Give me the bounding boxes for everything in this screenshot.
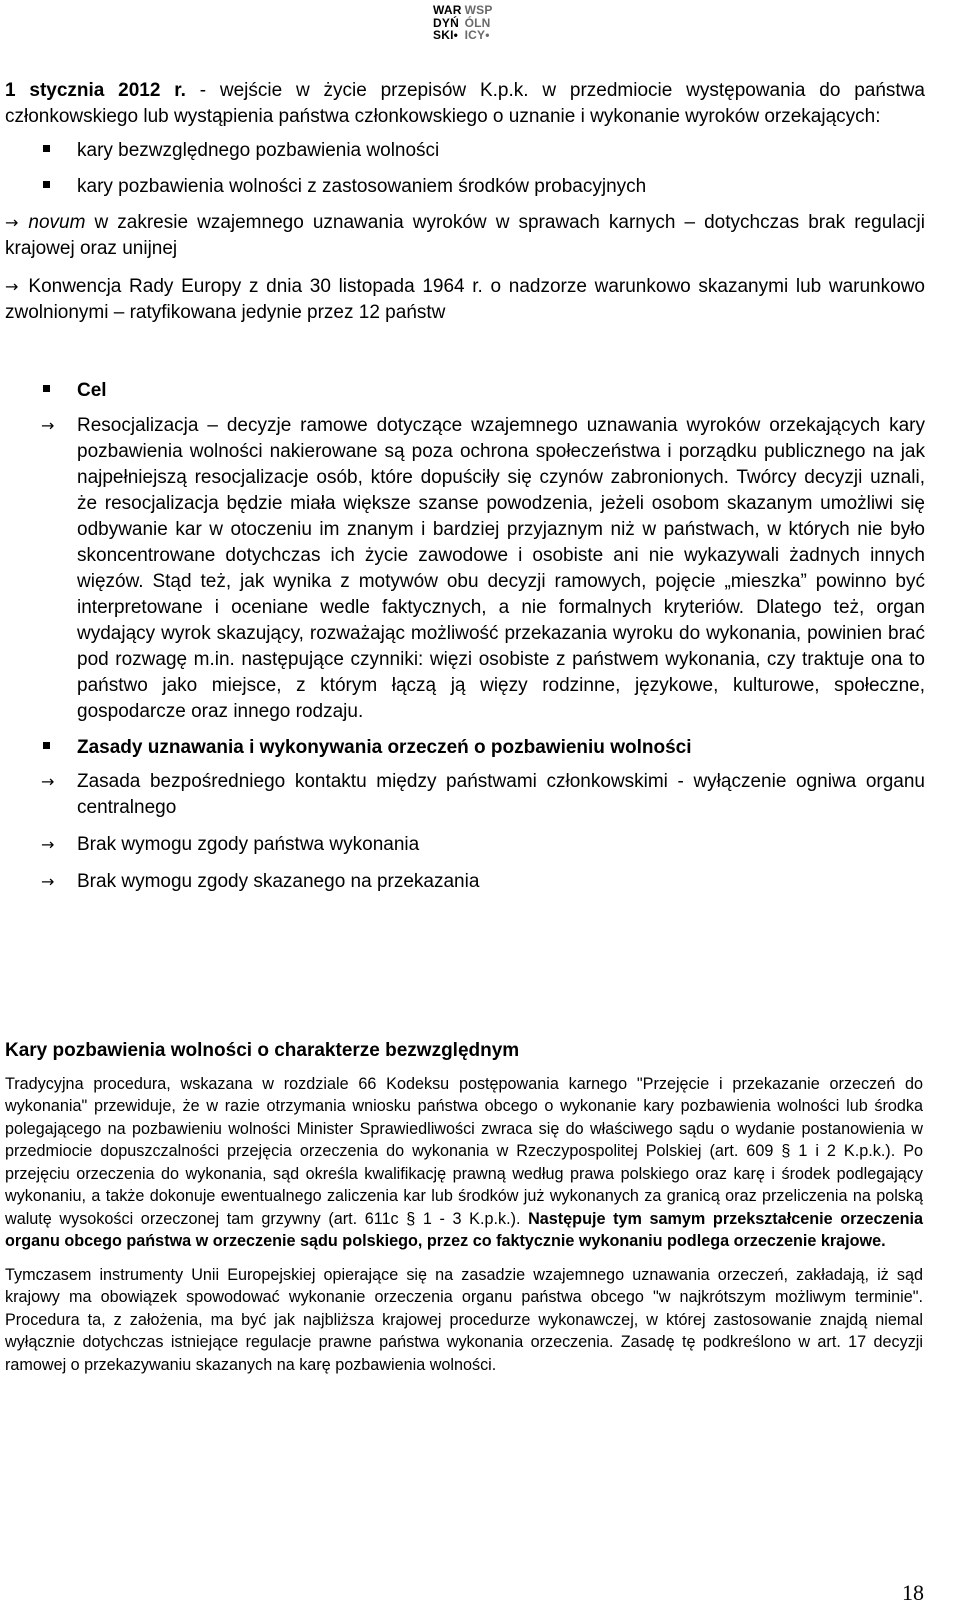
page-number: 18 — [902, 1580, 924, 1605]
kary-paragraph-1 — [5, 1073, 923, 1253]
section-title: Kary pozbawienia wolności o charakterze bezwzględnym — [5, 1040, 520, 1061]
intro-text: - wejście w życie przepisów K.p.k. w przedmiocie występowania do państwa członkowskiego lub wystąpienia państwa członkowskiego o uznanie i wykonanie wyroków orzekających: — [5, 80, 925, 127]
square-bullet-icon — [43, 742, 50, 749]
paragraph-text: Konwencja Rady Europy z dnia 30 listopada 1964 r. o nadzorze warunkowo skazanymi lub warunkowo zwolnionymi – ratyfikowana jedynie przez 12 państw — [5, 276, 925, 323]
logo-text: ICY• — [464, 28, 490, 42]
arrow-right-icon: → — [41, 872, 55, 891]
logo-text: SKI• — [433, 28, 459, 42]
zasady-item — [5, 869, 925, 895]
paragraph-bold-text: Następuje tym samym przekształcenie orzeczenia organu obcego państwa w orzeczenie sądu polskiego, przez co faktycznie wykonaniu podlega orzeczenie krajowe. — [5, 1209, 923, 1250]
konwencja-paragraph — [5, 274, 925, 326]
section-title: Zasady uznawania i wykonywania orzeczeń o pozbawieniu wolności — [77, 737, 692, 758]
cel-paragraph — [5, 413, 925, 725]
logo-text: DYŃ — [433, 15, 459, 30]
square-bullet-icon — [43, 145, 50, 152]
paragraph-text: Tradycyjna procedura, wskazana w rozdziale 66 Kodeksu postępowania karnego "Przejęcie i przekazanie orzeczeń do wykonania" przewiduje, że w razie otrzymania wniosku państwa obcego o wykonanie kary pozbawienia wolności lub środka polegającego na pozbawieniu wolności Minister Sprawiedliwości zwraca się do właściwego sądu o wydanie postanowienia w przedmiocie dopuszczalności przejęcia orzeczenia do wykonania w Rzeczypospolitej Polskiej (art. 609 § 1 i 2 K.p.k.). Po przejęciu orzeczenia do wykonania, sąd określa kwalifikację prawną według prawa polskiego oraz karę i środek podlegający wykonaniu, a także dokonuje ewentualnego zaliczenia kar lub środków już wykonanych za granicą oraz przeliczenia na polską walutę wysokości orzeczonej tam grzywny (art. 611c § 1 - 3 K.p.k.). — [5, 1074, 923, 1228]
logo-left-column — [433, 4, 462, 42]
zasady-item — [5, 832, 925, 858]
list-item — [5, 138, 925, 164]
arrow-right-icon: → — [5, 213, 19, 232]
arrow-right-icon: → — [5, 277, 19, 296]
zasady-item — [5, 769, 925, 821]
zasady-heading — [5, 735, 925, 761]
novum-italic: novum — [28, 212, 86, 233]
intro-date: 1 stycznia 2012 r. — [5, 80, 186, 101]
kary-paragraph-2: Tymczasem instrumenty Unii Europejskiej opierające się na zasadzie wzajemnego uznawania orzeczeń, zakładają, iż sąd krajowy ma obowiązek spowodować wykonanie orzeczenia organu państwa obcego "w najkrótszym możliwym terminie". Procedura ta, z założenia, ma być jak najbliższa krajowej procedurze wykonawczej, w której zastosowanie znajdą niemal wyłącznie dotychczas istniejące regulacje prawne państwa wykonania orzeczenia. Zasadę tę podkreślono w art. 17 decyzji ramowej o przekazywaniu skazanych na karę pozbawienia wolności. — [5, 1265, 923, 1374]
cel-heading — [5, 378, 925, 404]
logo-text: ÓLN — [464, 15, 491, 30]
arrow-right-icon: → — [41, 772, 55, 791]
square-bullet-icon — [43, 181, 50, 188]
zasady-item-text: Brak wymogu zgody państwa wykonania — [77, 834, 420, 855]
logo-right-column — [465, 4, 493, 42]
square-bullet-icon — [43, 385, 50, 392]
section-title: Cel — [77, 380, 107, 401]
novum-paragraph — [5, 210, 925, 262]
logo-text: WSP — [464, 3, 493, 17]
logo-text: WAR — [433, 3, 462, 17]
kary-section — [5, 1040, 923, 1387]
arrow-right-icon: → — [41, 416, 55, 435]
bullet-list — [5, 138, 925, 200]
paragraph-text: w zakresie wzajemnego uznawania wyroków w sprawach karnych – dotychczas brak regulacji krajowej oraz unijnej — [5, 212, 925, 259]
logo — [433, 4, 525, 44]
paragraph-text: Resocjalizacja – decyzje ramowe dotyczące wzajemnego uznawania wyroków orzekających kary pozbawienia wolności nakierowane są poza ochrona społeczeństwa i porządku publicznego na jak najpełniejszą resocjalizacje osób, które dopuściły się czynów zabronionych. Twórcy decyzji uznali, że resocjalizacja będzie miała większe szanse powodzenia, jeżeli osobom skazanym umożliwi się odbywanie kar w otoczeniu im znanym i bardziej przyjaznym niż w państwach, w których nie było skoncentrowane dotychczas ich życie zawodowe i osobiste ani nie wykazywali żadnych innych więzów. Stąd też, jak wynika z motywów obu decyzji ramowych, pojęcie „mieszka” powinno być interpretowane i oceniane wedle faktycznych, a nie formalnych kryteriów. Dlatego też, organ wydający wyrok skazujący, rozważając możliwość przekazania wyroku do wykonania, powinien brać pod rozwagę m.in. następujące czynniki: więzi osobiste z państwem wykonania, czy traktuje ona to państwo jako miejsce, z którym łączą ją więzy rodzinne, językowe, kulturowe, społeczne, gospodarcze oraz innego rodzaju. — [77, 415, 925, 722]
list-item-text: kary pozbawienia wolności z zastosowaniem środków probacyjnych — [77, 176, 647, 197]
zasady-item-text: Zasada bezpośredniego kontaktu między państwami członkowskimi - wyłączenie ogniwa organu centralnego — [77, 771, 925, 818]
intro-paragraph — [5, 78, 925, 130]
zasady-item-text: Brak wymogu zgody skazanego na przekazania — [77, 871, 480, 892]
list-item-text: kary bezwzględnego pozbawienia wolności — [77, 140, 440, 161]
arrow-right-icon: → — [41, 835, 55, 854]
list-item — [5, 174, 925, 200]
document-body — [5, 78, 925, 906]
